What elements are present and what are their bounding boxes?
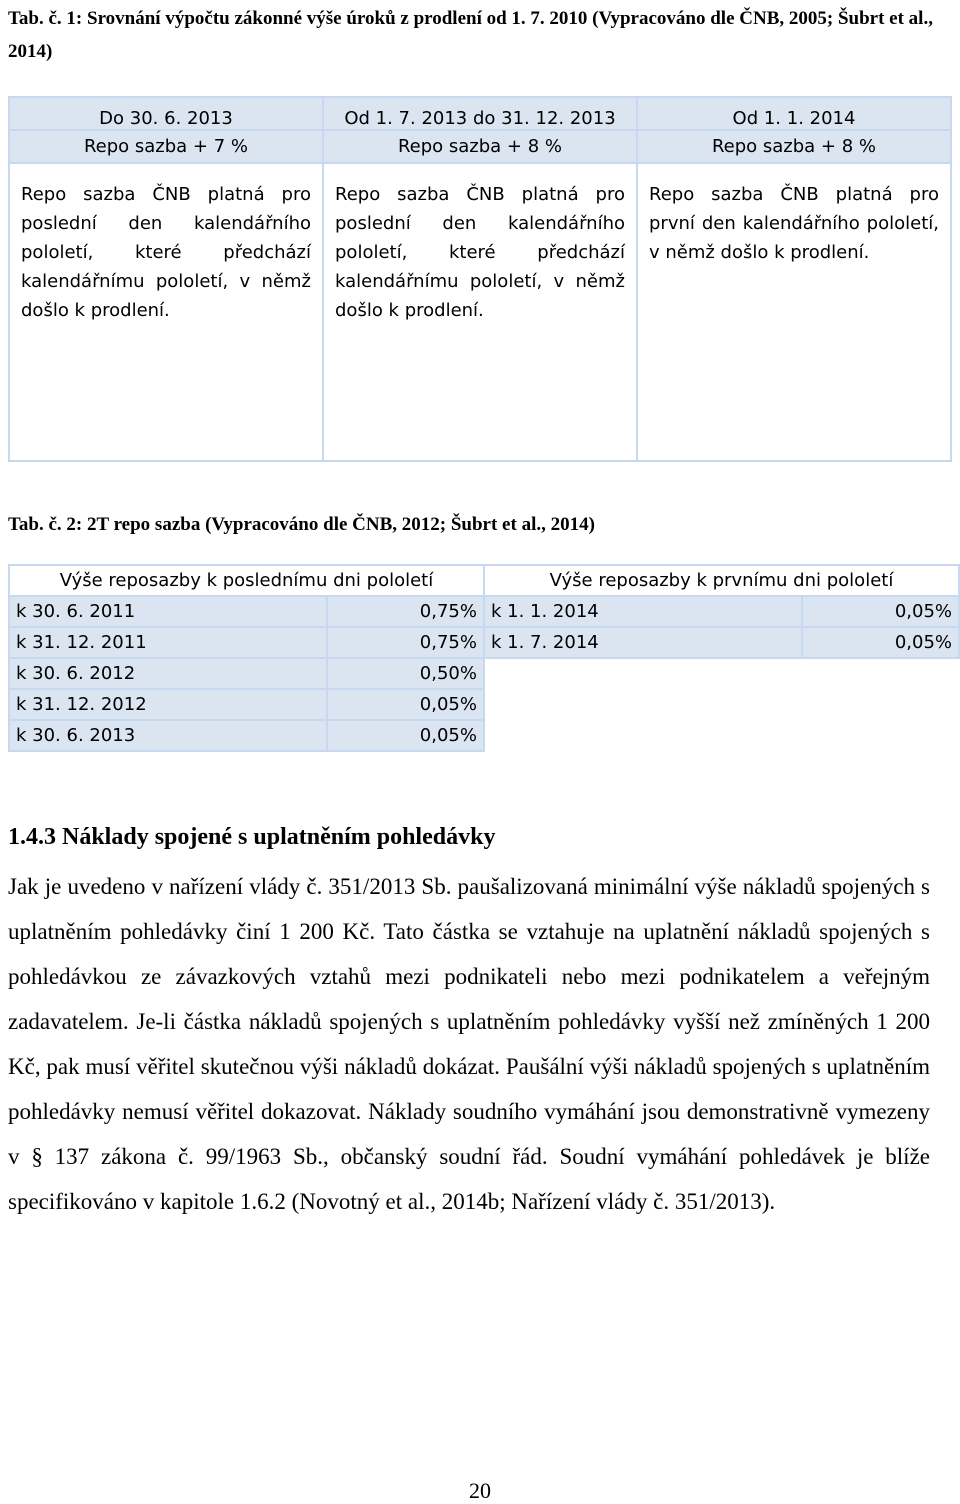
date-cell: k 31. 12. 2011: [9, 627, 327, 658]
date-cell: k 1. 7. 2014: [484, 627, 802, 658]
rate-cell: Repo sazba + 8 %: [637, 130, 951, 163]
period-cell: Od 1. 1. 2014: [637, 97, 951, 130]
table2-caption: Tab. č. 2: 2T repo sazba (Vypracováno dle ČNB, 2012; Šubrt et al., 2014): [8, 514, 595, 535]
date-cell: k 30. 6. 2013: [9, 720, 327, 751]
empty-cell: [802, 720, 959, 751]
value-cell: 0,75%: [327, 627, 484, 658]
table-row: [9, 596, 959, 627]
rate-cell: Repo sazba + 7 %: [9, 130, 323, 163]
page-number: 20: [469, 1478, 491, 1503]
value-cell: 0,05%: [327, 689, 484, 720]
section-heading: 1.4.3 Náklady spojené s uplatněním pohledávky: [8, 824, 496, 850]
description-text: Repo sazba ČNB platná pro první den kalendářního pololetí, v němž došlo k prodlení.: [649, 184, 939, 263]
value-cell: 0,50%: [327, 658, 484, 689]
empty-cell: [484, 658, 802, 689]
value-cell: 0,05%: [802, 596, 959, 627]
date-cell: k 1. 1. 2014: [484, 596, 802, 627]
value-cell: 0,05%: [802, 627, 959, 658]
empty-cell: [484, 720, 802, 751]
date-cell: k 31. 12. 2012: [9, 689, 327, 720]
table1-description-row: [9, 163, 951, 461]
value-cell: 0,05%: [327, 720, 484, 751]
table1-period-row: [9, 97, 951, 130]
table2-header-row: [9, 565, 959, 596]
interest-comparison-table: [8, 96, 952, 462]
description-cell: [637, 163, 951, 461]
date-cell: k 30. 6. 2011: [9, 596, 327, 627]
header-first-day: Výše reposazby k prvnímu dni pololetí: [484, 565, 959, 596]
table1-rate-row: [9, 130, 951, 163]
empty-cell: [484, 689, 802, 720]
description-cell: [9, 163, 323, 461]
header-last-day: Výše reposazby k poslednímu dni pololetí: [9, 565, 484, 596]
table-row: [9, 720, 959, 751]
rate-cell: Repo sazba + 8 %: [323, 130, 637, 163]
date-cell: k 30. 6. 2012: [9, 658, 327, 689]
value-cell: 0,75%: [327, 596, 484, 627]
table-row: [9, 627, 959, 658]
period-cell: Od 1. 7. 2013 do 31. 12. 2013: [323, 97, 637, 130]
table1-caption: Tab. č. 1: Srovnání výpočtu zákonné výše úroků z prodlení od 1. 7. 2010 (Vypracováno dle ČNB, 2005; Šubrt et al., 2014): [8, 8, 933, 62]
repo-rate-table: [8, 564, 960, 752]
table-row: [9, 689, 959, 720]
period-cell: Do 30. 6. 2013: [9, 97, 323, 130]
empty-cell: [802, 658, 959, 689]
empty-cell: [802, 689, 959, 720]
table-row: [9, 658, 959, 689]
description-text: Repo sazba ČNB platná pro poslední den kalendářního pololetí, které předchází kalendářnímu pololetí, v němž došlo k prodlení.: [21, 184, 311, 321]
description-cell: [323, 163, 637, 461]
description-text: Repo sazba ČNB platná pro poslední den kalendářního pololetí, které předchází kalendářnímu pololetí, v němž došlo k prodlení.: [335, 184, 625, 321]
body-paragraph: Jak je uvedeno v nařízení vlády č. 351/2013 Sb. paušalizovaná minimální výše nákladů spojených s uplatněním pohledávky činí 1 200 Kč. Tato částka se vztahuje na uplatnění nákladů spojených s pohledávkou ze závazkových vztahů mezi podnikateli nebo mezi podnikatelem a veřejným zadavatelem. Je-li částka nákladů spojených s uplatněním pohledávky vyšší než zmíněných 1 200 Kč, pak musí věřitel skutečnou výši nákladů dokázat. Paušální výši nákladů spojených s uplatněním pohledávky nemusí věřitel dokazovat. Náklady soudního vymáhání jsou demonstrativně vymezeny v § 137 zákona č. 99/1963 Sb., občanský soudní řád. Soudní vymáhání pohledávek je blíže specifikováno v kapitole 1.6.2 (Novotný et al., 2014b; Nařízení vlády č. 351/2013).: [8, 874, 930, 1214]
